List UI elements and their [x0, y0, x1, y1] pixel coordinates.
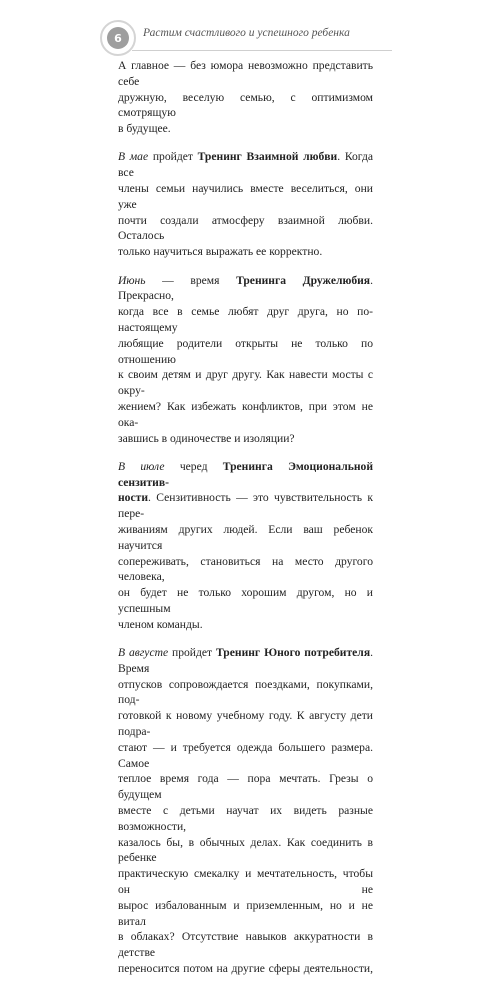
text-run: . Сензитивность — это чувствительность к пере- — [118, 491, 373, 521]
month-label: В июле — [118, 459, 165, 473]
paragraph-intro — [118, 58, 373, 137]
training-name-cont: ности — [118, 491, 148, 505]
text-line: жением? Как избежать конфликтов, при этом не ока- — [118, 399, 373, 429]
text-line — [118, 273, 373, 305]
text-line: стают — и требуется одежда большего размера. Самое — [118, 740, 373, 770]
page-body — [118, 58, 373, 989]
text-run: . Когда все — [118, 150, 373, 180]
text-line: в облаках? Отсутствие навыков аккуратности в детстве — [118, 930, 373, 960]
text-line: вместе с детьми научат их видеть разные возможности, — [118, 804, 373, 833]
text-line: к своим детям и друг другу. Как навести мосты с окру- — [118, 368, 373, 398]
training-name: Тренинга Дружелюбия — [236, 273, 371, 287]
page-number-badge — [100, 20, 136, 56]
text-line: дружную, веселую семью, с оптимизмом смотрящую — [118, 90, 373, 120]
text-line: почти создали атмосферу взаимной любви. Осталось — [118, 213, 373, 243]
text-run: пройдет — [168, 646, 216, 660]
training-name: Тренинг Взаимной любви — [197, 150, 338, 164]
training-name: Тренинга Эмоциональной сензитив- — [118, 459, 374, 489]
paragraph-june — [118, 273, 373, 447]
text-line: переносится потом на другие сферы деятельности, — [118, 962, 373, 976]
month-label: В августе — [118, 646, 169, 660]
text-line: завшись в одиночестве и изоляции? — [118, 431, 295, 445]
text-line: казалось бы, в обычных делах. Как соединить в ребенке — [118, 835, 373, 865]
text-line: только научиться выражать ее корректно. — [118, 245, 323, 259]
text-line: в будущее. — [118, 122, 171, 136]
text-line — [118, 490, 373, 522]
text-line: он будет не только хорошим другом, но и успешным — [118, 586, 373, 615]
paragraph-august — [118, 645, 373, 977]
text-line: когда все в семье любят друг друга, но по-настоящему — [118, 305, 373, 334]
month-label: В мае — [118, 150, 149, 164]
text-run: . Время — [118, 646, 373, 675]
text-line: любящие родители открыты не только по отношению — [118, 336, 373, 366]
running-title: Растим счастливого и успешного ребенка — [143, 27, 350, 39]
text-line — [118, 459, 373, 491]
text-line: теплое время года — пора мечтать. Грезы о будущем — [118, 772, 373, 802]
text-run: пройдет — [148, 150, 198, 164]
paragraph-may — [118, 149, 373, 260]
text-line: практическую смекалку и мечтательность, чтобы он не — [118, 867, 373, 897]
text-line: отпусков сопровождается поездками, покупками, под- — [118, 677, 373, 707]
training-name: Тренинг Юного потребителя — [216, 646, 371, 660]
page-number: 6 — [107, 27, 129, 49]
month-label: Июнь — [118, 273, 146, 287]
text-line: готовкой к новому учебному году. К августу дети подра- — [118, 709, 373, 739]
text-line: живаниям других людей. Если ваш ребенок научится — [118, 523, 373, 552]
paragraph-july — [118, 459, 373, 633]
text-line — [118, 645, 373, 677]
header-rule — [132, 50, 392, 51]
text-run: . Прекрасно, — [118, 273, 373, 303]
text-line: члены семьи научились вместе веселиться, они уже — [118, 182, 373, 211]
text-line: А главное — без юмора невозможно представить себе — [118, 59, 373, 88]
text-line — [118, 149, 373, 181]
text-line: вырос избалованным и приземленным, но и не витал — [118, 898, 373, 928]
text-run: — время — [145, 273, 237, 287]
text-line: членом команды. — [118, 617, 203, 631]
text-run: черед — [164, 459, 223, 473]
text-line: сопереживать, становиться на место другого человека, — [118, 554, 373, 584]
